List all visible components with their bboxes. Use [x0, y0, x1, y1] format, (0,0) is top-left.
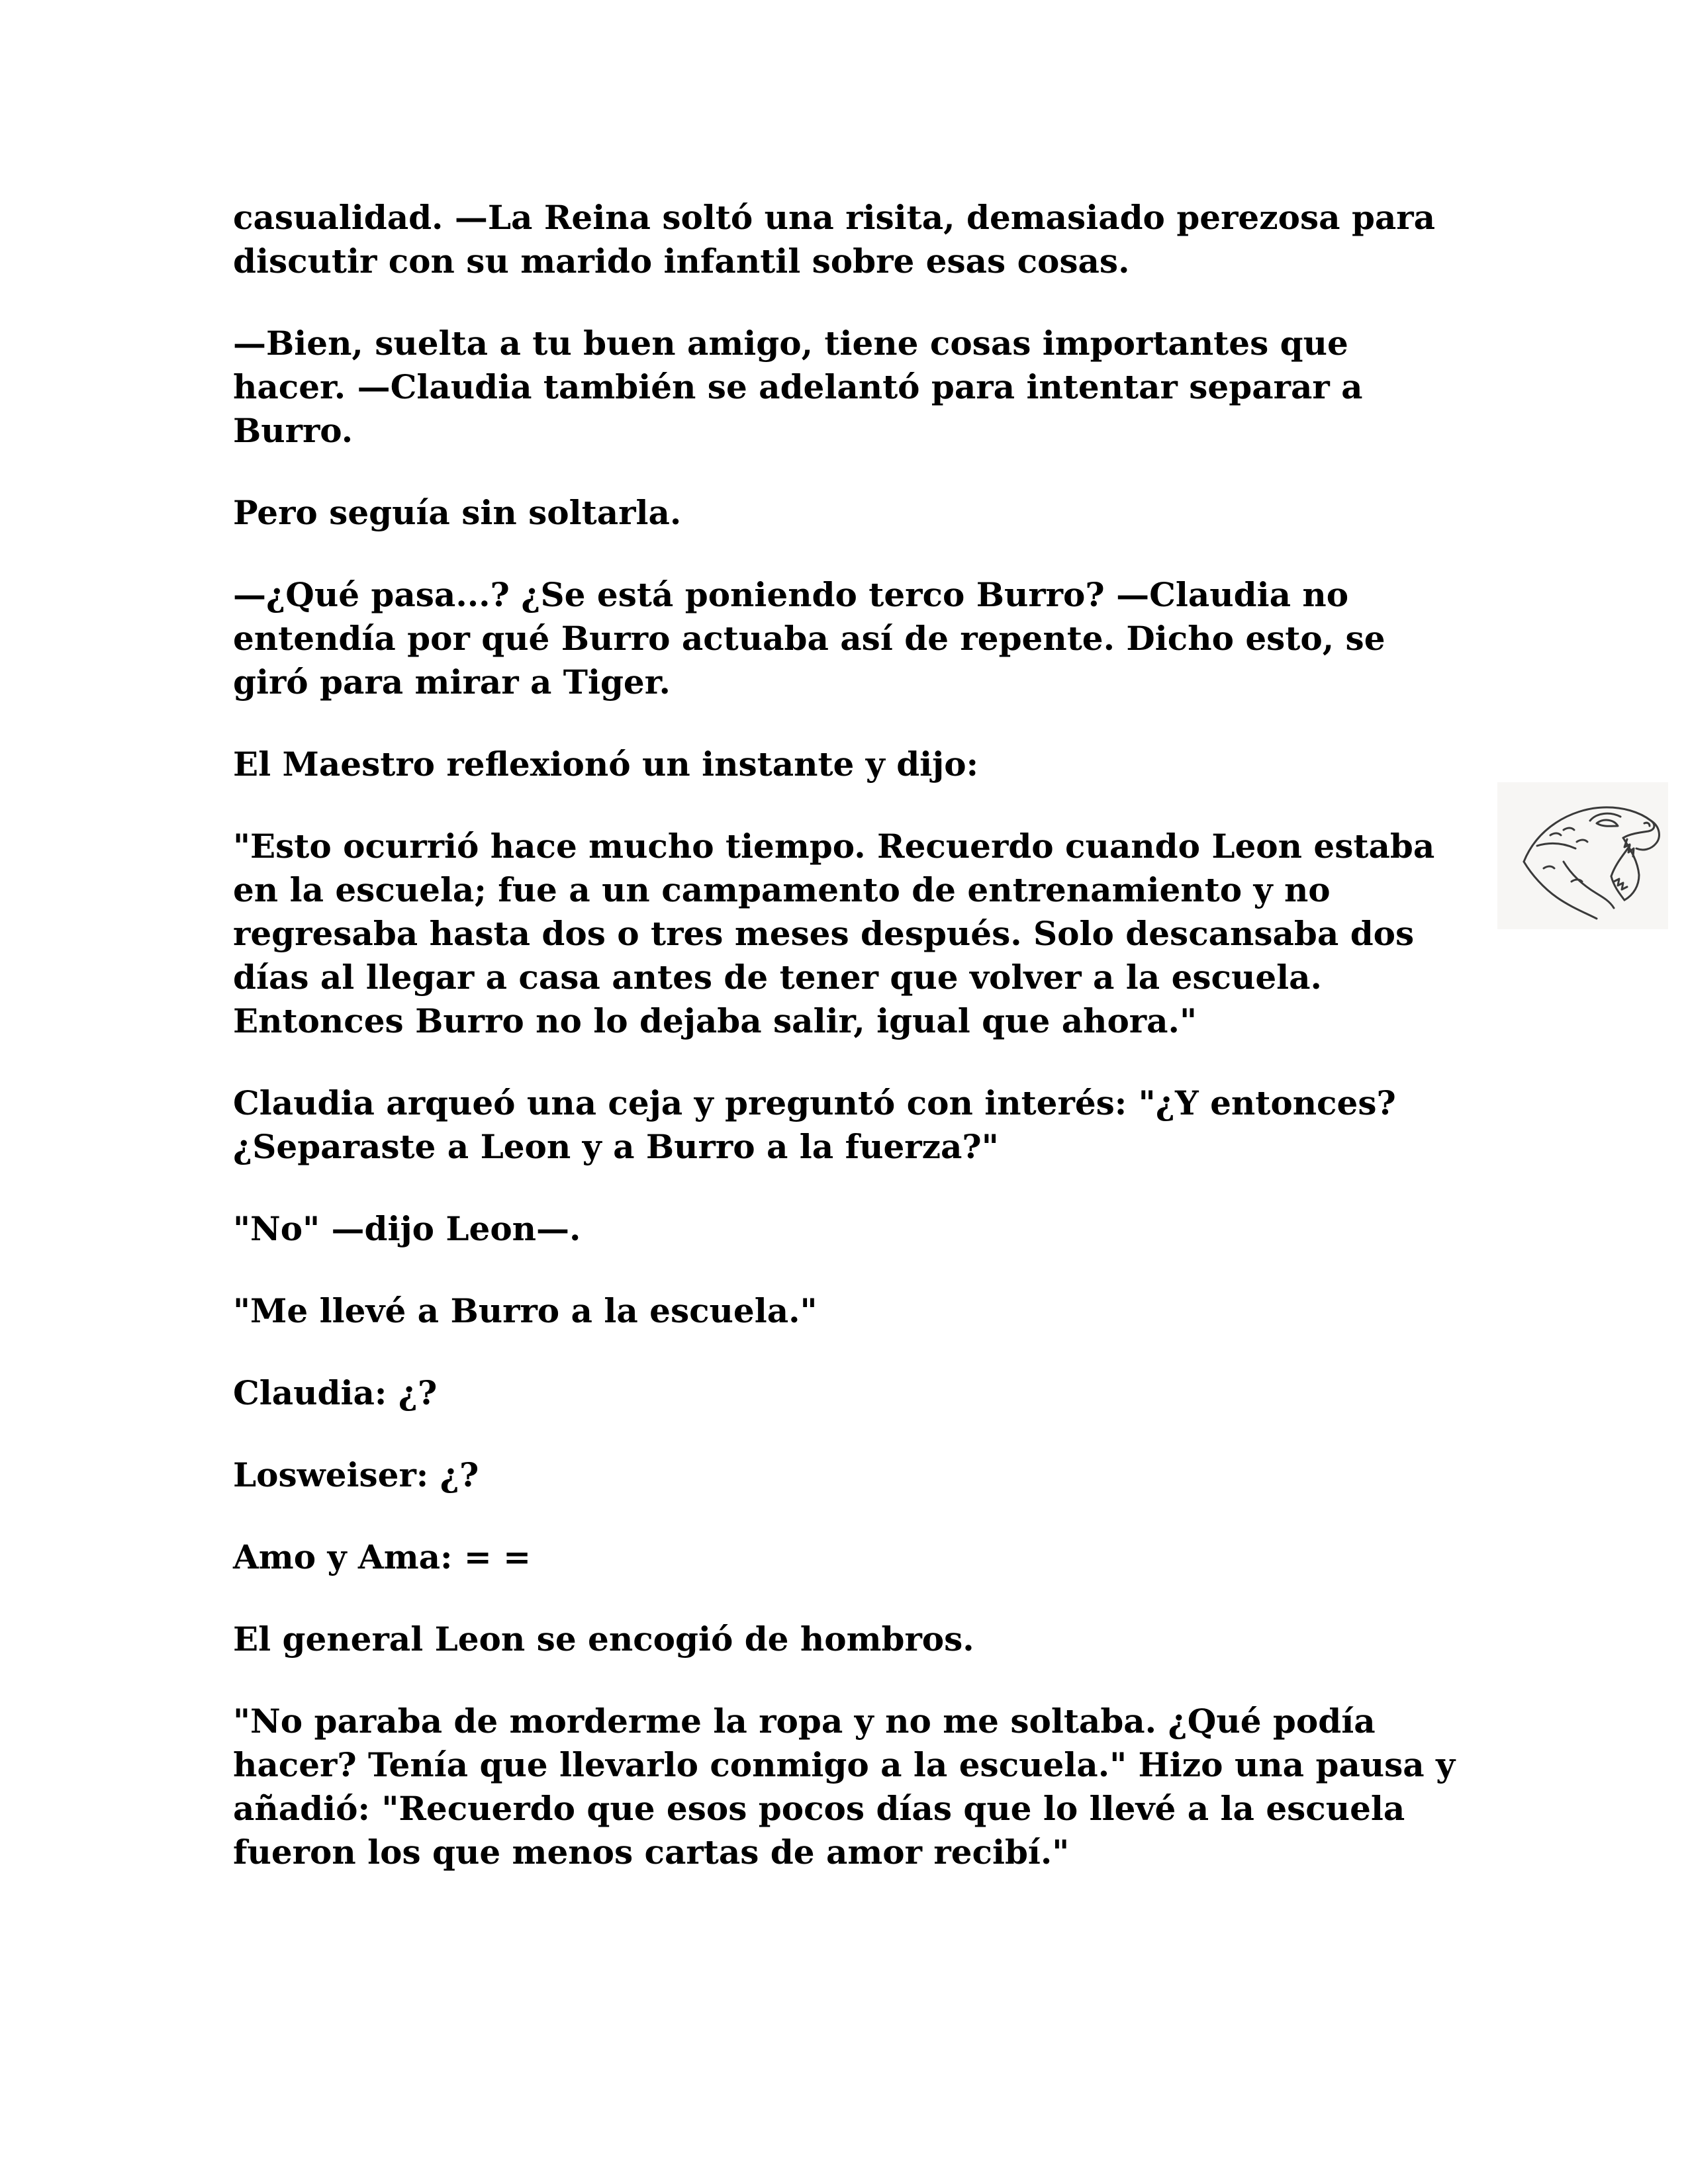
paragraph: Claudia arqueó una ceja y preguntó con interés: "¿Y entonces? ¿Separaste a Leon y a Burro a la fuerza?"	[233, 1083, 1396, 1166]
paragraph: Claudia: ¿?	[233, 1373, 438, 1412]
paragraph: El general Leon se encogió de hombros.	[233, 1619, 974, 1659]
paragraph: —Bien, suelta a tu buen amigo, tiene cosas importantes que hacer. —Claudia también se adelantó para intentar separar a Burro.	[233, 324, 1363, 450]
paragraph: Pero seguía sin soltarla.	[233, 493, 682, 532]
paragraph: Losweiser: ¿?	[233, 1455, 479, 1494]
paragraph: "No paraba de morderme la ropa y no me soltaba. ¿Qué podía hacer? Tenía que llevarlo conmigo a la escuela." Hizo una pausa y añadió: "Recuerdo que esos pocos días que lo llevé a la escuela fueron los que menos cartas de amor recibí."	[233, 1702, 1456, 1872]
paragraph: El Maestro reflexionó un instante y dijo:	[233, 745, 979, 784]
paragraph: Amo y Ama: = =	[233, 1537, 532, 1576]
dinosaur-head-sketch-icon	[1497, 782, 1668, 929]
paragraph: casualidad. —La Reina soltó una risita, demasiado perezosa para discutir con su marido infantil sobre esas cosas.	[233, 198, 1436, 281]
paragraph: "Esto ocurrió hace mucho tiempo. Recuerdo cuando Leon estaba en la escuela; fue a un campamento de entrenamiento y no regresaba hasta dos o tres meses después. Solo descansaba dos días al llegar a casa antes de tener que volver a la escuela. Entonces Burro no lo dejaba salir, igual que ahora."	[233, 827, 1435, 1040]
paragraph: "No" —dijo Leon—.	[233, 1209, 581, 1248]
paragraph: —¿Qué pasa...? ¿Se está poniendo terco Burro? —Claudia no entendía por qué Burro actuaba así de repente. Dicho esto, se giró para mirar a Tiger.	[233, 575, 1385, 702]
body-text	[233, 196, 1464, 1913]
paragraph: "Me llevé a Burro a la escuela."	[233, 1291, 818, 1330]
